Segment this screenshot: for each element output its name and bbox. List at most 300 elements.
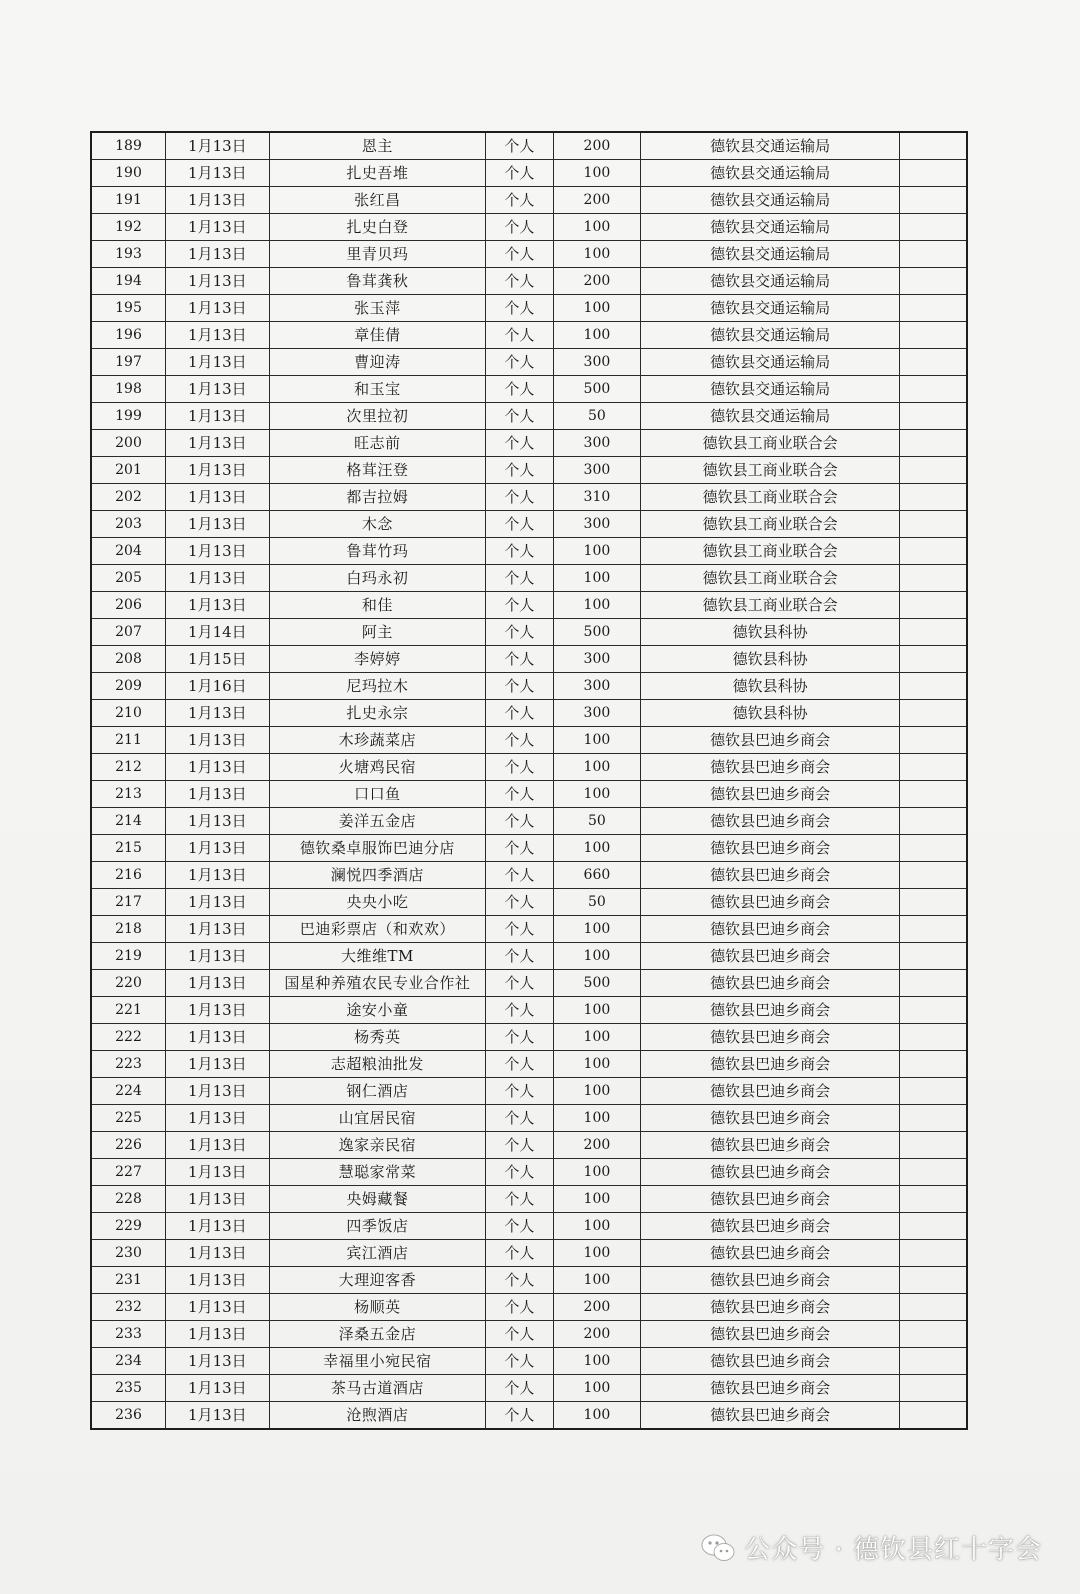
donor-type: 个人: [486, 430, 553, 457]
donor-name: 央央小吃: [269, 889, 485, 916]
donor-name: 巴迪彩票店（和欢欢）: [269, 916, 485, 943]
row-number: 221: [91, 997, 166, 1024]
remark-cell: [899, 835, 967, 862]
donation-amount: 200: [553, 1294, 641, 1321]
row-number: 213: [91, 781, 166, 808]
organizing-unit: 德钦县科协: [641, 619, 900, 646]
donation-amount: 100: [553, 592, 641, 619]
donor-type: 个人: [486, 646, 553, 673]
row-number: 216: [91, 862, 166, 889]
donor-name: 旺志前: [269, 430, 485, 457]
donor-name: 扎史吾堆: [269, 160, 485, 187]
donation-amount: 100: [553, 1024, 641, 1051]
donation-amount: 100: [553, 1051, 641, 1078]
donation-date: 1月13日: [166, 132, 270, 160]
donor-name: 宾江酒店: [269, 1240, 485, 1267]
donor-name: 和佳: [269, 592, 485, 619]
organizing-unit: 德钦县巴迪乡商会: [641, 835, 900, 862]
donation-amount: 300: [553, 349, 641, 376]
organizing-unit: 德钦县巴迪乡商会: [641, 1186, 900, 1213]
row-number: 194: [91, 268, 166, 295]
donation-amount: 300: [553, 700, 641, 727]
row-number: 224: [91, 1078, 166, 1105]
row-number: 223: [91, 1051, 166, 1078]
donation-amount: 100: [553, 781, 641, 808]
donation-amount: 300: [553, 457, 641, 484]
donation-date: 1月13日: [166, 1132, 270, 1159]
donor-type: 个人: [486, 1051, 553, 1078]
row-number: 228: [91, 1186, 166, 1213]
donation-amount: 100: [553, 754, 641, 781]
table-row: [91, 727, 967, 754]
organizing-unit: 德钦县巴迪乡商会: [641, 1078, 900, 1105]
table-row: [91, 322, 967, 349]
donation-amount: 100: [553, 295, 641, 322]
donor-type: 个人: [486, 1078, 553, 1105]
remark-cell: [899, 457, 967, 484]
donor-type: 个人: [486, 1132, 553, 1159]
row-number: 190: [91, 160, 166, 187]
table-row: [91, 1078, 967, 1105]
organizing-unit: 德钦县巴迪乡商会: [641, 727, 900, 754]
donation-date: 1月13日: [166, 484, 270, 511]
donation-date: 1月13日: [166, 538, 270, 565]
row-number: 208: [91, 646, 166, 673]
donor-name: 曹迎涛: [269, 349, 485, 376]
donor-name: 志超粮油批发: [269, 1051, 485, 1078]
donor-name: 木念: [269, 511, 485, 538]
donation-amount: 300: [553, 430, 641, 457]
donor-name: 茶马古道酒店: [269, 1375, 485, 1402]
remark-cell: [899, 754, 967, 781]
table-row: [91, 376, 967, 403]
remark-cell: [899, 889, 967, 916]
table-row: [91, 403, 967, 430]
remark-cell: [899, 132, 967, 160]
organizing-unit: 德钦县巴迪乡商会: [641, 754, 900, 781]
organizing-unit: 德钦县交通运输局: [641, 132, 900, 160]
row-number: 206: [91, 592, 166, 619]
donation-table: [90, 131, 968, 1430]
donor-type: 个人: [486, 1402, 553, 1430]
table-row: [91, 1105, 967, 1132]
donor-type: 个人: [486, 592, 553, 619]
donation-date: 1月13日: [166, 943, 270, 970]
table-row: [91, 835, 967, 862]
donor-type: 个人: [486, 457, 553, 484]
donation-date: 1月13日: [166, 1348, 270, 1375]
donor-name: 都吉拉姆: [269, 484, 485, 511]
donation-date: 1月13日: [166, 835, 270, 862]
row-number: 229: [91, 1213, 166, 1240]
row-number: 232: [91, 1294, 166, 1321]
organizing-unit: 德钦县巴迪乡商会: [641, 1402, 900, 1430]
donor-name: 德钦桑卓服饰巴迪分店: [269, 835, 485, 862]
table-row: [91, 538, 967, 565]
table-row: [91, 1186, 967, 1213]
organizing-unit: 德钦县科协: [641, 646, 900, 673]
donation-date: 1月15日: [166, 646, 270, 673]
table-row: [91, 1375, 967, 1402]
donor-name: 里青贝玛: [269, 241, 485, 268]
organizing-unit: 德钦县巴迪乡商会: [641, 1267, 900, 1294]
remark-cell: [899, 1024, 967, 1051]
donor-name: 钢仁酒店: [269, 1078, 485, 1105]
donor-type: 个人: [486, 1159, 553, 1186]
row-number: 205: [91, 565, 166, 592]
row-number: 225: [91, 1105, 166, 1132]
row-number: 214: [91, 808, 166, 835]
row-number: 215: [91, 835, 166, 862]
donation-amount: 300: [553, 646, 641, 673]
donor-name: 白玛永初: [269, 565, 485, 592]
row-number: 200: [91, 430, 166, 457]
donation-date: 1月13日: [166, 1186, 270, 1213]
donor-type: 个人: [486, 835, 553, 862]
table-row: [91, 349, 967, 376]
donor-name: 大理迎客香: [269, 1267, 485, 1294]
remark-cell: [899, 727, 967, 754]
organizing-unit: 德钦县交通运输局: [641, 376, 900, 403]
organizing-unit: 德钦县工商业联合会: [641, 484, 900, 511]
row-number: 196: [91, 322, 166, 349]
donor-name: 鲁茸龚秋: [269, 268, 485, 295]
donation-amount: 100: [553, 160, 641, 187]
table-row: [91, 484, 967, 511]
donation-amount: 100: [553, 1159, 641, 1186]
remark-cell: [899, 592, 967, 619]
table-row: [91, 511, 967, 538]
donation-amount: 100: [553, 1213, 641, 1240]
donor-name: 扎史白登: [269, 214, 485, 241]
remark-cell: [899, 943, 967, 970]
table-row: [91, 997, 967, 1024]
donation-amount: 200: [553, 268, 641, 295]
organizing-unit: 德钦县交通运输局: [641, 295, 900, 322]
donor-type: 个人: [486, 673, 553, 700]
donation-amount: 500: [553, 376, 641, 403]
remark-cell: [899, 538, 967, 565]
donor-name: 格茸汪登: [269, 457, 485, 484]
donor-type: 个人: [486, 565, 553, 592]
donor-name: 杨顺英: [269, 1294, 485, 1321]
table-row: [91, 862, 967, 889]
donor-name: 沧煦酒店: [269, 1402, 485, 1430]
donation-amount: 500: [553, 970, 641, 997]
donor-type: 个人: [486, 1024, 553, 1051]
donor-name: 张红昌: [269, 187, 485, 214]
donor-type: 个人: [486, 808, 553, 835]
donation-date: 1月13日: [166, 511, 270, 538]
remark-cell: [899, 808, 967, 835]
donation-date: 1月13日: [166, 1240, 270, 1267]
organizing-unit: 德钦县工商业联合会: [641, 457, 900, 484]
donor-type: 个人: [486, 538, 553, 565]
donation-amount: 50: [553, 808, 641, 835]
donation-amount: 500: [553, 619, 641, 646]
organizing-unit: 德钦县巴迪乡商会: [641, 1294, 900, 1321]
donation-date: 1月13日: [166, 889, 270, 916]
remark-cell: [899, 268, 967, 295]
row-number: 212: [91, 754, 166, 781]
organizing-unit: 德钦县科协: [641, 673, 900, 700]
organizing-unit: 德钦县交通运输局: [641, 187, 900, 214]
table-row: [91, 619, 967, 646]
table-row: [91, 132, 967, 160]
watermark: [700, 1529, 1042, 1566]
donation-amount: 50: [553, 403, 641, 430]
remark-cell: [899, 1375, 967, 1402]
row-number: 192: [91, 214, 166, 241]
donor-type: 个人: [486, 484, 553, 511]
donation-date: 1月13日: [166, 808, 270, 835]
table-body: [91, 132, 967, 1429]
donation-date: 1月14日: [166, 619, 270, 646]
remark-cell: [899, 970, 967, 997]
remark-cell: [899, 997, 967, 1024]
donation-amount: 200: [553, 1132, 641, 1159]
donation-amount: 100: [553, 214, 641, 241]
donation-date: 1月13日: [166, 349, 270, 376]
donor-type: 个人: [486, 1213, 553, 1240]
donation-amount: 100: [553, 1402, 641, 1430]
remark-cell: [899, 376, 967, 403]
donor-name: 山宜居民宿: [269, 1105, 485, 1132]
row-number: 230: [91, 1240, 166, 1267]
donation-amount: 200: [553, 132, 641, 160]
remark-cell: [899, 1078, 967, 1105]
organizing-unit: 德钦县交通运输局: [641, 241, 900, 268]
donor-name: 口口鱼: [269, 781, 485, 808]
remark-cell: [899, 646, 967, 673]
row-number: 231: [91, 1267, 166, 1294]
donation-amount: 100: [553, 1105, 641, 1132]
donor-name: 大维维TM: [269, 943, 485, 970]
donor-name: 泽桑五金店: [269, 1321, 485, 1348]
organizing-unit: 德钦县巴迪乡商会: [641, 1240, 900, 1267]
table-row: [91, 187, 967, 214]
donation-amount: 100: [553, 835, 641, 862]
organizing-unit: 德钦县交通运输局: [641, 214, 900, 241]
remark-cell: [899, 484, 967, 511]
remark-cell: [899, 322, 967, 349]
donor-type: 个人: [486, 727, 553, 754]
donation-amount: 100: [553, 727, 641, 754]
table-row: [91, 1348, 967, 1375]
organizing-unit: 德钦县交通运输局: [641, 160, 900, 187]
donor-type: 个人: [486, 1240, 553, 1267]
row-number: 195: [91, 295, 166, 322]
donor-type: 个人: [486, 241, 553, 268]
donor-type: 个人: [486, 997, 553, 1024]
donation-date: 1月13日: [166, 322, 270, 349]
row-number: 209: [91, 673, 166, 700]
table-row: [91, 1240, 967, 1267]
remark-cell: [899, 916, 967, 943]
table-row: [91, 808, 967, 835]
table-row: [91, 1294, 967, 1321]
donation-amount: 300: [553, 511, 641, 538]
remark-cell: [899, 1159, 967, 1186]
row-number: 218: [91, 916, 166, 943]
donor-name: 国星种养殖农民专业合作社: [269, 970, 485, 997]
table-row: [91, 1402, 967, 1430]
organizing-unit: 德钦县巴迪乡商会: [641, 1375, 900, 1402]
donation-amount: 100: [553, 322, 641, 349]
donation-amount: 50: [553, 889, 641, 916]
organizing-unit: 德钦县工商业联合会: [641, 538, 900, 565]
donation-date: 1月13日: [166, 1294, 270, 1321]
table-row: [91, 673, 967, 700]
donor-name: 次里拉初: [269, 403, 485, 430]
table-row: [91, 916, 967, 943]
donation-amount: 200: [553, 187, 641, 214]
donor-type: 个人: [486, 781, 553, 808]
organizing-unit: 德钦县交通运输局: [641, 349, 900, 376]
donation-amount: 100: [553, 538, 641, 565]
donor-name: 阿主: [269, 619, 485, 646]
table-row: [91, 241, 967, 268]
donation-date: 1月13日: [166, 970, 270, 997]
table-row: [91, 1024, 967, 1051]
donation-date: 1月13日: [166, 457, 270, 484]
donation-date: 1月13日: [166, 754, 270, 781]
donation-date: 1月16日: [166, 673, 270, 700]
remark-cell: [899, 1213, 967, 1240]
donor-name: 幸福里小宛民宿: [269, 1348, 485, 1375]
donation-date: 1月13日: [166, 1375, 270, 1402]
donation-date: 1月13日: [166, 781, 270, 808]
organizing-unit: 德钦县工商业联合会: [641, 430, 900, 457]
remark-cell: [899, 1402, 967, 1430]
donor-type: 个人: [486, 754, 553, 781]
donation-date: 1月13日: [166, 1051, 270, 1078]
donor-name: 扎史永宗: [269, 700, 485, 727]
remark-cell: [899, 295, 967, 322]
organizing-unit: 德钦县交通运输局: [641, 268, 900, 295]
donor-name: 逸家亲民宿: [269, 1132, 485, 1159]
donor-name: 央姆藏餐: [269, 1186, 485, 1213]
donation-amount: 310: [553, 484, 641, 511]
donation-date: 1月13日: [166, 241, 270, 268]
row-number: 204: [91, 538, 166, 565]
donor-type: 个人: [486, 295, 553, 322]
donation-date: 1月13日: [166, 862, 270, 889]
organizing-unit: 德钦县巴迪乡商会: [641, 970, 900, 997]
donor-type: 个人: [486, 970, 553, 997]
remark-cell: [899, 430, 967, 457]
donor-type: 个人: [486, 700, 553, 727]
donation-date: 1月13日: [166, 1402, 270, 1430]
organizing-unit: 德钦县巴迪乡商会: [641, 889, 900, 916]
remark-cell: [899, 673, 967, 700]
remark-cell: [899, 1186, 967, 1213]
donation-date: 1月13日: [166, 376, 270, 403]
table-row: [91, 1051, 967, 1078]
remark-cell: [899, 565, 967, 592]
donor-name: 慧聪家常菜: [269, 1159, 485, 1186]
organizing-unit: 德钦县巴迪乡商会: [641, 1159, 900, 1186]
donor-type: 个人: [486, 511, 553, 538]
organizing-unit: 德钦县巴迪乡商会: [641, 1132, 900, 1159]
remark-cell: [899, 1105, 967, 1132]
organizing-unit: 德钦县巴迪乡商会: [641, 808, 900, 835]
row-number: 217: [91, 889, 166, 916]
table-row: [91, 943, 967, 970]
donation-date: 1月13日: [166, 1213, 270, 1240]
donor-type: 个人: [486, 1348, 553, 1375]
organizing-unit: 德钦县巴迪乡商会: [641, 1321, 900, 1348]
donation-amount: 100: [553, 1348, 641, 1375]
donation-date: 1月13日: [166, 430, 270, 457]
donation-date: 1月13日: [166, 1078, 270, 1105]
remark-cell: [899, 619, 967, 646]
remark-cell: [899, 214, 967, 241]
donor-name: 尼玛拉木: [269, 673, 485, 700]
donor-type: 个人: [486, 349, 553, 376]
donation-amount: 100: [553, 943, 641, 970]
donor-name: 鲁茸竹玛: [269, 538, 485, 565]
table-row: [91, 160, 967, 187]
donation-amount: 100: [553, 1267, 641, 1294]
table-row: [91, 970, 967, 997]
donation-date: 1月13日: [166, 700, 270, 727]
row-number: 233: [91, 1321, 166, 1348]
donor-type: 个人: [486, 214, 553, 241]
row-number: 227: [91, 1159, 166, 1186]
donation-amount: 660: [553, 862, 641, 889]
organizing-unit: 德钦县巴迪乡商会: [641, 781, 900, 808]
remark-cell: [899, 187, 967, 214]
row-number: 202: [91, 484, 166, 511]
donor-type: 个人: [486, 619, 553, 646]
donor-type: 个人: [486, 160, 553, 187]
donor-type: 个人: [486, 1321, 553, 1348]
organizing-unit: 德钦县巴迪乡商会: [641, 1051, 900, 1078]
table-row: [91, 268, 967, 295]
donation-date: 1月13日: [166, 187, 270, 214]
donation-amount: 100: [553, 565, 641, 592]
organizing-unit: 德钦县工商业联合会: [641, 565, 900, 592]
donor-type: 个人: [486, 1267, 553, 1294]
donation-amount: 100: [553, 241, 641, 268]
donation-date: 1月13日: [166, 160, 270, 187]
donor-type: 个人: [486, 916, 553, 943]
donation-amount: 100: [553, 1186, 641, 1213]
remark-cell: [899, 241, 967, 268]
organizing-unit: 德钦县巴迪乡商会: [641, 862, 900, 889]
organizing-unit: 德钦县巴迪乡商会: [641, 1105, 900, 1132]
organizing-unit: 德钦县工商业联合会: [641, 511, 900, 538]
donation-date: 1月13日: [166, 1321, 270, 1348]
donation-amount: 100: [553, 1375, 641, 1402]
row-number: 210: [91, 700, 166, 727]
remark-cell: [899, 862, 967, 889]
table-row: [91, 1213, 967, 1240]
donor-name: 四季饭店: [269, 1213, 485, 1240]
remark-cell: [899, 1051, 967, 1078]
row-number: 199: [91, 403, 166, 430]
donation-date: 1月13日: [166, 592, 270, 619]
row-number: 226: [91, 1132, 166, 1159]
row-number: 219: [91, 943, 166, 970]
remark-cell: [899, 160, 967, 187]
donation-date: 1月13日: [166, 1159, 270, 1186]
donor-type: 个人: [486, 1294, 553, 1321]
row-number: 235: [91, 1375, 166, 1402]
row-number: 193: [91, 241, 166, 268]
row-number: 191: [91, 187, 166, 214]
